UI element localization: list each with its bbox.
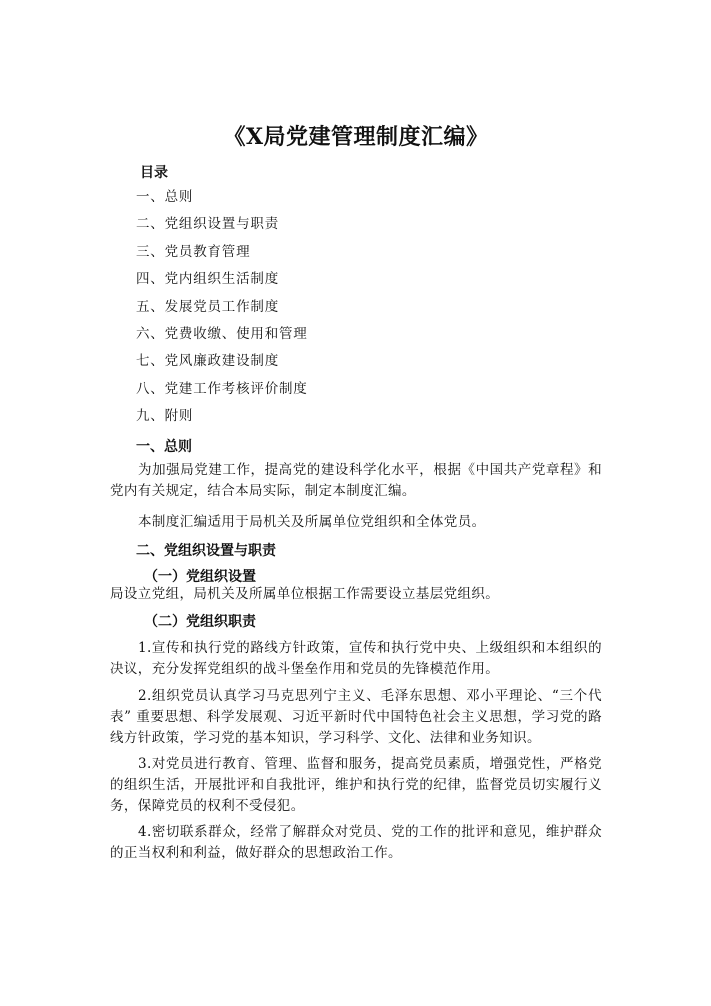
toc-item: 二、党组织设置与职责 <box>136 216 279 233</box>
toc-item: 八、党建工作考核评价制度 <box>136 380 308 397</box>
table-of-contents <box>136 186 308 433</box>
paragraph: 本制度汇编适用于局机关及所属单位党组织和全体党员。 <box>138 514 486 530</box>
toc-item: 一、总则 <box>136 189 194 205</box>
toc-item: 四、党内组织生活制度 <box>136 271 279 288</box>
subsection-heading: （二）党组织职责 <box>144 614 256 630</box>
subsection-heading: （一）党组织设置 <box>144 569 256 585</box>
list-item: 3.对党员进行教育、管理、监督和服务，提高党员素质，增强党性，严格党的组织生活，开展批评和自我批评，维护和执行党的纪律，监督党员切实履行义务，保障党员的权利不受侵犯。 <box>110 756 602 814</box>
toc-heading: 目录 <box>140 165 168 181</box>
toc-item: 三、党员教育管理 <box>136 243 251 260</box>
document-title: 《X局党建管理制度汇编》 <box>223 124 489 150</box>
toc-item: 五、发展党员工作制度 <box>136 298 279 315</box>
paragraph: 为加强局党建工作，提高党的建设科学化水平，根据《中国共产党章程》和党内有关规定，结合本局实际，制定本制度汇编。 <box>110 462 602 499</box>
section-heading: 二、党组织设置与职责 <box>136 543 276 559</box>
toc-item: 七、党风廉政建设制度 <box>136 353 279 370</box>
toc-item: 六、党费收缴、使用和管理 <box>136 325 308 342</box>
list-item: 1.宣传和执行党的路线方针政策，宣传和执行党中央、上级组织和本组织的决议，充分发挥党组织的战斗堡垒作用和党员的先锋模范作用。 <box>110 640 602 677</box>
list-item: 2.组织党员认真学习马克思列宁主义、毛泽东思想、邓小平理论、“三个代表” 重要思想、科学发展观、习近平新时代中国特色社会主义思想，学习党的路线方针政策，学习党的基本知识，学习科学、文化、法律和业务知识。 <box>110 688 602 746</box>
section-heading: 一、总则 <box>136 439 192 455</box>
list-item: 4.密切联系群众，经常了解群众对党员、党的工作的批评和意见，维护群众的正当权利和利益，做好群众的思想政治工作。 <box>110 824 602 861</box>
paragraph: 局设立党组，局机关及所属单位根据工作需要设立基层党组织。 <box>110 586 500 602</box>
toc-item: 九、附则 <box>136 408 194 425</box>
